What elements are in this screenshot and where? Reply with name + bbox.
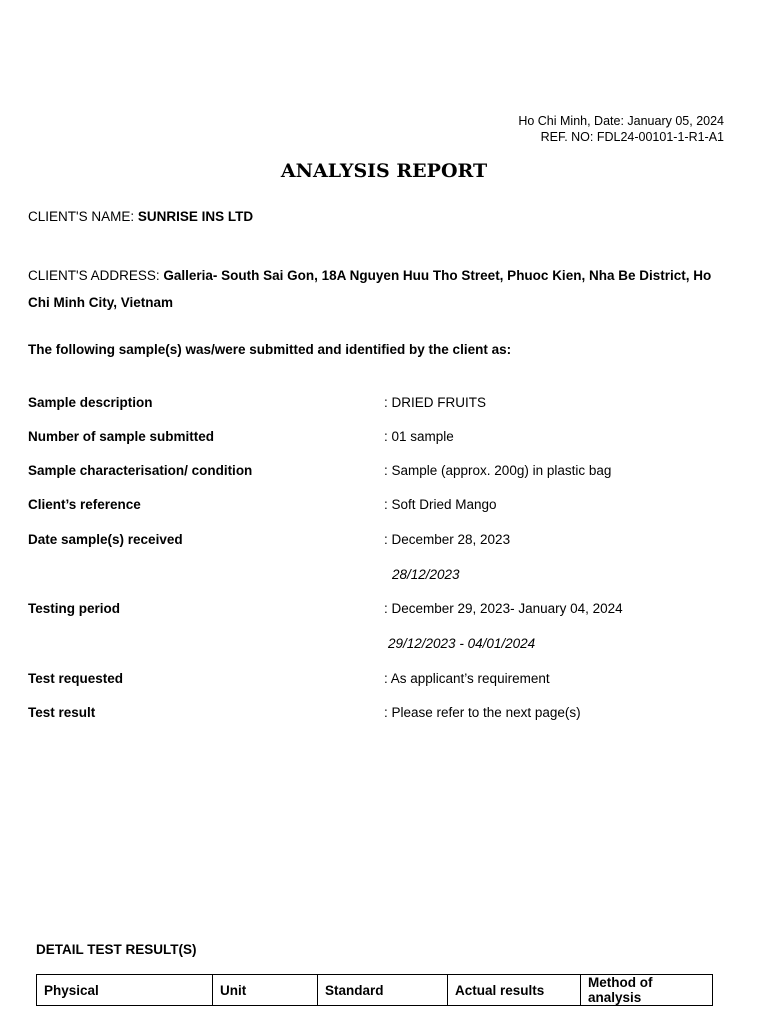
sample-intro: The following sample(s) was/were submitted and identified by the client as:: [28, 342, 512, 357]
detail-value: : 01 sample: [384, 429, 454, 444]
results-table: [36, 974, 713, 1006]
detail-value: : DRIED FRUITS: [384, 395, 487, 410]
detail-value: : As applicant’s requirement: [384, 671, 550, 686]
detail-label: Test result: [28, 705, 96, 720]
detail-value: : Soft Dried Mango: [384, 497, 497, 512]
detail-label: Sample description: [28, 395, 153, 410]
client-name-label: CLIENT'S NAME:: [28, 209, 135, 224]
place-date: Ho Chi Minh, Date: January 05, 2024: [518, 114, 724, 128]
results-table-header-row: [37, 975, 713, 1006]
column-header-method: Method of analysis: [581, 975, 713, 1006]
column-header-actual-results: Actual results: [448, 975, 581, 1006]
detail-label: Client’s reference: [28, 497, 141, 512]
client-address: Galleria- South Sai Gon, 18A Nguyen Huu Tho Street, Phuoc Kien, Nha Be District, Ho Chi Minh City, Vietnam: [28, 268, 712, 310]
detail-label: Date sample(s) received: [28, 532, 183, 547]
reference-number: REF. NO: FDL24-00101-1-R1-A1: [540, 130, 724, 144]
detail-label: Sample characterisation/ condition: [28, 463, 253, 478]
client-address-label: CLIENT'S ADDRESS:: [28, 268, 160, 283]
detail-label: Testing period: [28, 601, 121, 616]
client-name: SUNRISE INS LTD: [137, 209, 254, 224]
detail-value: : Please refer to the next page(s): [384, 705, 581, 720]
date-received-numeric: 28/12/2023: [392, 567, 460, 582]
column-header-standard: Standard: [318, 975, 448, 1006]
column-header-unit: Unit: [213, 975, 318, 1006]
report-title: ANALYSIS REPORT: [280, 160, 488, 182]
detail-value: : Sample (approx. 200g) in plastic bag: [384, 463, 612, 478]
client-address-line: [28, 262, 718, 316]
report-header: [518, 113, 724, 145]
detail-value: : December 29, 2023- January 04, 2024: [384, 601, 623, 616]
detail-label: Test requested: [28, 671, 124, 686]
detail-results-heading: DETAIL TEST RESULT(S): [36, 942, 197, 957]
detail-label: Number of sample submitted: [28, 429, 215, 444]
detail-value: : December 28, 2023: [384, 532, 511, 547]
client-name-line: [28, 209, 253, 224]
column-header-physical: Physical: [37, 975, 213, 1006]
testing-period-numeric: 29/12/2023 - 04/01/2024: [388, 636, 536, 651]
